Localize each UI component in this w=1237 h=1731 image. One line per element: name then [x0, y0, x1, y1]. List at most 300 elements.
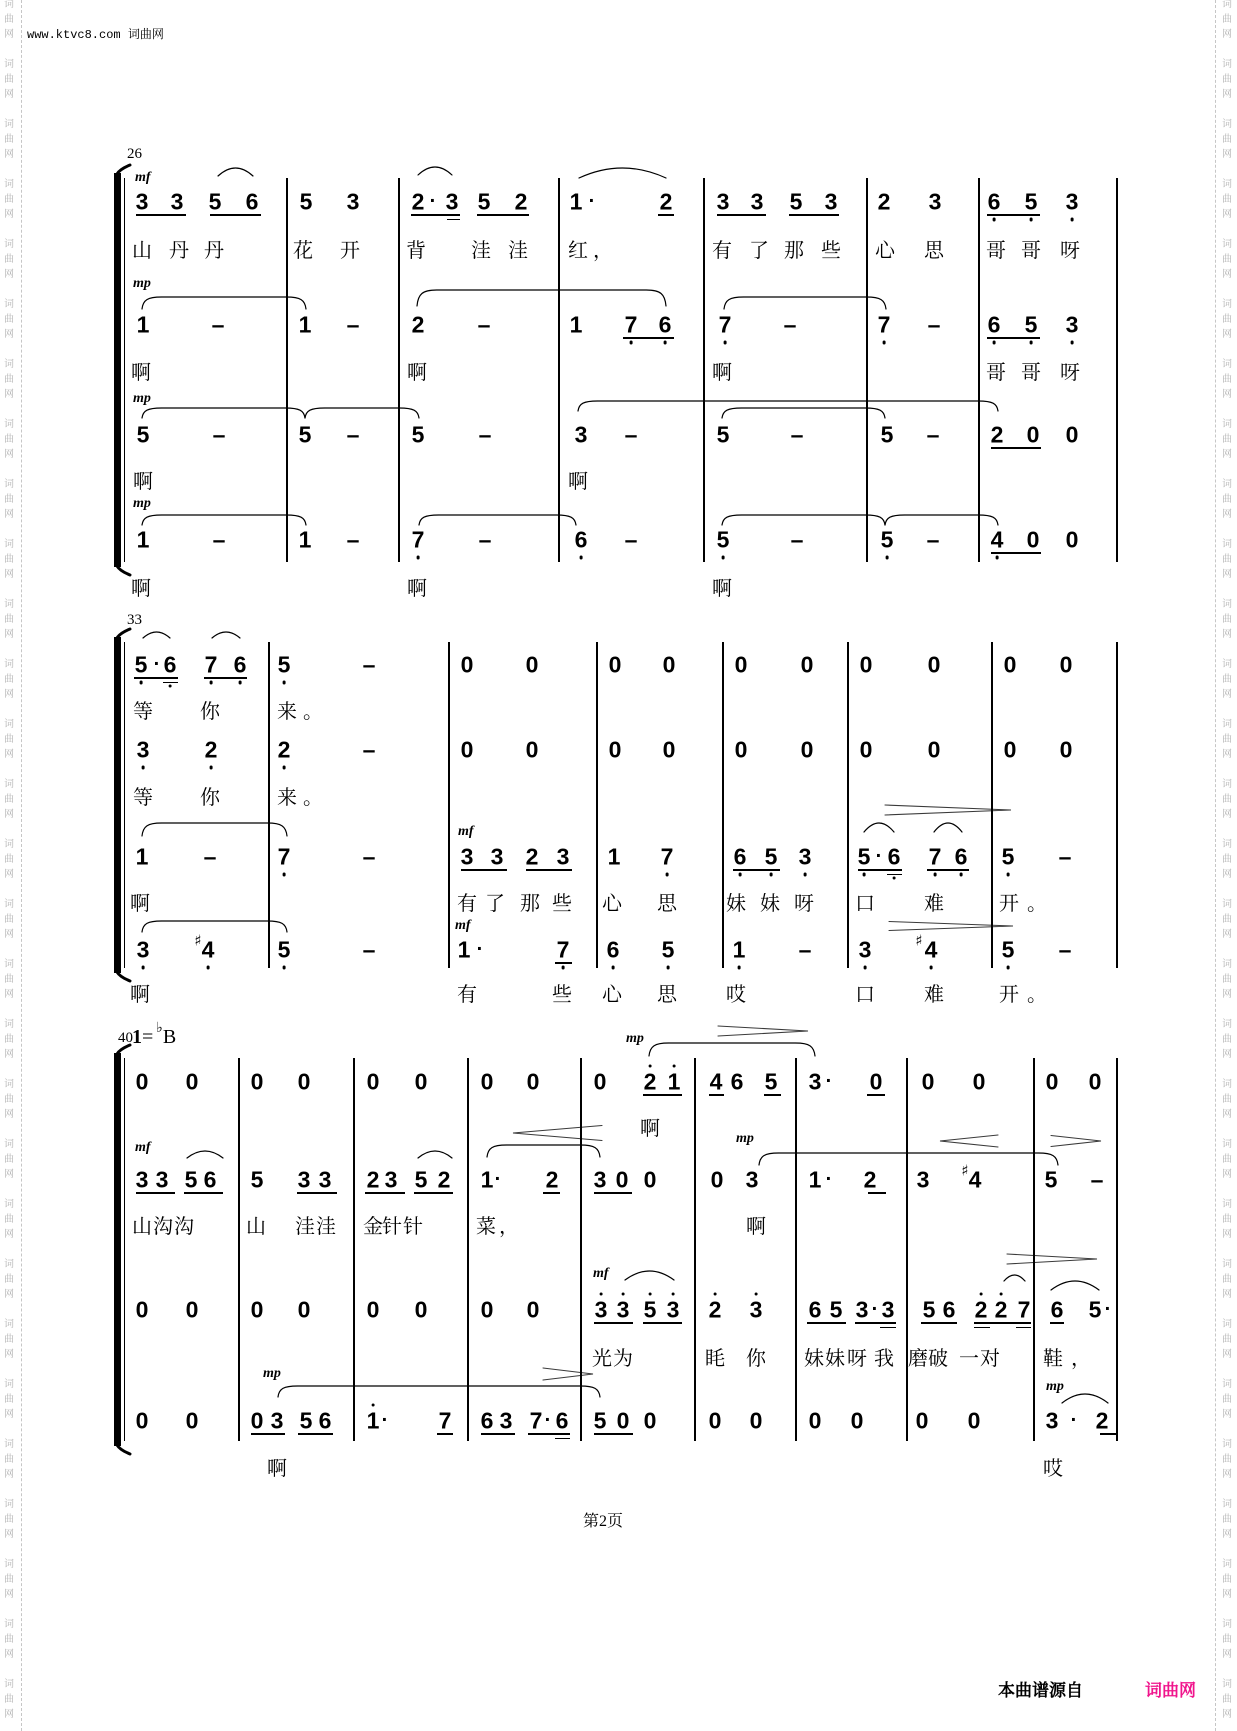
note: 2 [990, 421, 1004, 448]
barline [580, 1058, 581, 1441]
tie [759, 1153, 1058, 1165]
watermark-char: 网 [4, 989, 14, 1000]
sustain-dash: – [1058, 843, 1072, 870]
high-octave-note: 1 [366, 1407, 380, 1434]
note: 5 [298, 421, 312, 448]
watermark-char: 网 [4, 389, 14, 400]
watermark-char: 曲 [1222, 134, 1232, 145]
low-octave-note: 6 [887, 843, 901, 870]
dynamic-mark: mf [593, 1266, 609, 1281]
sustain-dash: – [790, 526, 804, 553]
barline [991, 642, 992, 968]
watermark-char: 词 [1222, 539, 1232, 550]
note: 5 [477, 188, 491, 215]
watermark-char: 词 [1222, 899, 1232, 910]
watermark-char: 词 [4, 779, 14, 790]
barline [268, 642, 269, 968]
watermark-char: 网 [4, 569, 14, 580]
rest: 0 [662, 651, 676, 678]
lyric-char: 花 [293, 238, 313, 262]
lyric-char: 啊 [712, 576, 732, 600]
lyric-char: 啊 [640, 1116, 660, 1140]
rest: 0 [250, 1407, 264, 1434]
lyric-char: 来 [277, 699, 297, 723]
rhythm-underline [477, 214, 529, 216]
note: 3 [855, 1296, 869, 1323]
barline [703, 178, 704, 562]
high-octave-note: 3 [594, 1296, 608, 1323]
rhythm-underline [297, 1192, 337, 1194]
lyric-char: 。 [1027, 891, 1047, 915]
rest: 0 [366, 1296, 380, 1323]
watermark-char: 曲 [1222, 1094, 1232, 1105]
watermark-char: 曲 [1222, 1394, 1232, 1405]
note: 3 [824, 188, 838, 215]
lyric-char: 山 [132, 238, 152, 262]
watermark-char: 曲 [4, 1514, 14, 1525]
rhythm-underline [411, 214, 460, 216]
decrescendo-hairpin [718, 1026, 808, 1036]
note: 5 [136, 421, 150, 448]
watermark-char: 网 [1222, 89, 1232, 100]
sustain-dash: – [926, 421, 940, 448]
watermark-char: 网 [1222, 149, 1232, 160]
watermark-char: 词 [1222, 1679, 1232, 1690]
sustain-dash: – [783, 311, 797, 338]
watermark-char: 曲 [1222, 794, 1232, 805]
watermark-char: 网 [1222, 929, 1232, 940]
watermark-char: 词 [4, 839, 14, 850]
note: 3 [928, 188, 942, 215]
rest: 0 [921, 1068, 935, 1095]
watermark-char: 网 [4, 929, 14, 940]
slur [143, 632, 170, 638]
note: 1 [135, 843, 149, 870]
system-bracket [114, 1053, 121, 1446]
note: 6 [318, 1407, 332, 1434]
rest: 0 [297, 1068, 311, 1095]
slur [187, 1151, 223, 1158]
source-site-name[interactable]: 词曲网 [1145, 1681, 1196, 1701]
barline [1116, 642, 1117, 968]
watermark-char: 词 [1222, 1499, 1232, 1510]
rest: 0 [414, 1068, 428, 1095]
rhythm-underline [974, 1322, 1031, 1324]
rhythm-underline [987, 337, 1040, 339]
lyric-char: 你 [200, 785, 220, 809]
lyric-char: 等 [133, 699, 153, 723]
lyric-char: 呀 [794, 891, 814, 915]
rhythm-underline [927, 869, 969, 871]
rest: 0 [972, 1068, 986, 1095]
watermark-char: 网 [1222, 1289, 1232, 1300]
lyric-char: 啊 [130, 982, 150, 1006]
watermark-char: 词 [4, 1619, 14, 1630]
watermark-char: 曲 [4, 974, 14, 985]
low-octave-note: 7 [411, 526, 425, 553]
note: 2 [525, 843, 539, 870]
flat-sign-icon: ♭ [156, 1020, 163, 1036]
slur [579, 168, 666, 178]
key-note: B [162, 1026, 177, 1048]
note: 5 [411, 421, 425, 448]
note: 3 [1045, 1407, 1059, 1434]
watermark-char: 网 [1222, 1709, 1232, 1720]
tie [278, 1386, 600, 1397]
rest: 0 [135, 1068, 149, 1095]
low-octave-note: 3 [1065, 188, 1079, 215]
watermark-char: 曲 [4, 14, 14, 25]
rhythm-underline [184, 1192, 223, 1194]
note: 3 [346, 188, 360, 215]
lyric-char: 些 [552, 982, 572, 1006]
rhythm-underline [643, 1322, 682, 1324]
rest: 0 [808, 1407, 822, 1434]
watermark-char: 网 [1222, 1349, 1232, 1360]
rest: 0 [250, 1068, 264, 1095]
note: 2 [877, 188, 891, 215]
watermark-char: 词 [1222, 1019, 1232, 1030]
rest: 0 [135, 1407, 149, 1434]
tie [578, 401, 998, 411]
low-octave-note: 7 [624, 311, 638, 338]
watermark-char: 网 [4, 1649, 14, 1660]
lyric-char: 啊 [131, 576, 151, 600]
dynamic-mark: mp [133, 496, 151, 511]
lyric-char: 眊 [705, 1346, 725, 1370]
high-octave-note: 5 [643, 1296, 657, 1323]
sustain-dash: – [1058, 936, 1072, 963]
rhythm-underline [437, 1433, 453, 1435]
high-octave-note: 2 [994, 1296, 1008, 1323]
watermark-char: 网 [1222, 1169, 1232, 1180]
tie [722, 515, 885, 525]
watermark-char: 曲 [1222, 1154, 1232, 1165]
rhythm-underline [210, 214, 261, 216]
rhythm-underline [555, 962, 572, 964]
decrescendo-hairpin [1007, 1254, 1097, 1264]
rest: 0 [185, 1296, 199, 1323]
rest: 0 [1065, 421, 1079, 448]
low-octave-note: 6 [606, 936, 620, 963]
watermark-char: 曲 [4, 1694, 14, 1705]
dynamic-mark: mf [455, 918, 471, 933]
watermark-char: 词 [4, 539, 14, 550]
watermark-char: 词 [4, 1079, 14, 1090]
high-octave-note: 2 [974, 1296, 988, 1323]
watermark-char: 网 [4, 269, 14, 280]
watermark-char: 词 [4, 1139, 14, 1150]
rhythm-underline [136, 214, 186, 216]
rest: 0 [185, 1407, 199, 1434]
low-octave-note: 4 [201, 936, 215, 963]
watermark-char: 词 [4, 599, 14, 610]
sustain-dash: – [927, 311, 941, 338]
watermark-divider [21, 0, 22, 1731]
lyric-char: 鞋 [1043, 1346, 1063, 1370]
rhythm-underline [461, 869, 507, 871]
lyric-char: 那 [520, 891, 540, 915]
high-octave-note: 3 [666, 1296, 680, 1323]
rest: 0 [800, 736, 814, 763]
rest: 0 [869, 1068, 883, 1095]
watermark-char: 词 [1222, 299, 1232, 310]
watermark-char: 网 [4, 809, 14, 820]
lyric-char: 心 [875, 238, 895, 262]
barline [866, 178, 867, 562]
rhythm-underline [526, 869, 572, 871]
watermark-char: 网 [1222, 209, 1232, 220]
note: 4 [968, 1166, 982, 1193]
barline [694, 1058, 695, 1441]
lyric-char: 针 [403, 1214, 423, 1238]
watermark-char: 曲 [1222, 674, 1232, 685]
watermark-char: 曲 [4, 1094, 14, 1105]
watermark-char: 词 [1222, 719, 1232, 730]
rhythm-underline [298, 1433, 333, 1435]
watermark-char: 网 [4, 1169, 14, 1180]
lyric-char: 山 [246, 1214, 266, 1238]
watermark-char: 曲 [4, 194, 14, 205]
sustain-dash: – [477, 311, 491, 338]
watermark-char: 词 [4, 1439, 14, 1450]
lyric-char: 思 [657, 982, 677, 1006]
rest: 0 [460, 651, 474, 678]
watermark-char: 网 [4, 209, 14, 220]
tie [142, 297, 306, 309]
watermark-char: 网 [1222, 1409, 1232, 1420]
watermark-char: 曲 [4, 314, 14, 325]
lyric-char: 啊 [130, 891, 150, 915]
rest: 0 [859, 651, 873, 678]
lyric-char: 洼 [316, 1214, 336, 1238]
lyric-char: 沟 [153, 1214, 173, 1238]
note: 3 [445, 188, 459, 215]
low-octave-note: 1 [732, 936, 746, 963]
sustain-dash: – [346, 526, 360, 553]
watermark-char: 曲 [1222, 14, 1232, 25]
lyric-char: 哥 [986, 238, 1006, 262]
lyric-char: ， [499, 1214, 519, 1238]
lyric-char: 金 [363, 1214, 383, 1238]
note: 5 [922, 1296, 936, 1323]
barline [448, 642, 449, 968]
note: 6 [730, 1068, 744, 1095]
rest: 0 [608, 651, 622, 678]
slur [418, 1151, 452, 1158]
low-octave-note: 5 [661, 936, 675, 963]
rhythm-underline [1050, 1322, 1064, 1324]
watermark-char: 词 [1222, 1379, 1232, 1390]
note: 3 [297, 1166, 311, 1193]
augmentation-dot: · [1104, 1298, 1112, 1321]
lyric-char: 口 [855, 891, 875, 915]
watermark-char: 词 [1222, 959, 1232, 970]
watermark-char: 曲 [4, 1214, 14, 1225]
note: 6 [942, 1296, 956, 1323]
barline [722, 642, 723, 968]
bracket-bottom-curl [117, 972, 130, 981]
low-octave-note: 7 [204, 651, 218, 678]
watermark-char: 网 [4, 1349, 14, 1360]
rest: 0 [414, 1296, 428, 1323]
note: 2 [514, 188, 528, 215]
rhythm-underline [709, 1094, 724, 1096]
tie [142, 823, 287, 836]
barline [1116, 178, 1117, 562]
rhythm-underline [447, 219, 460, 221]
low-octave-note: 4 [924, 936, 938, 963]
lyric-char: 妹 [804, 1346, 824, 1370]
rhythm-underline [789, 214, 839, 216]
watermark-char: 曲 [1222, 494, 1232, 505]
lyric-char: 破 [928, 1346, 948, 1370]
lyric-char: 。 [303, 785, 323, 809]
dynamic-mark: mf [458, 824, 474, 839]
sustain-dash: – [624, 421, 638, 448]
watermark-char: 曲 [4, 134, 14, 145]
tie [417, 290, 666, 306]
note: 3 [155, 1166, 169, 1193]
watermark-char: 曲 [4, 1394, 14, 1405]
watermark-char: 网 [1222, 689, 1232, 700]
watermark-divider [1215, 0, 1216, 1731]
low-octave-note: 5 [277, 936, 291, 963]
low-octave-note: 5 [857, 843, 871, 870]
sustain-dash: – [798, 936, 812, 963]
lyric-char: 你 [200, 699, 220, 723]
rest: 0 [366, 1068, 380, 1095]
watermark-char: 网 [1222, 809, 1232, 820]
barline [596, 642, 597, 968]
rhythm-underline [134, 677, 178, 679]
watermark-char: 词 [4, 899, 14, 910]
watermark-char: 词 [1222, 599, 1232, 610]
note: 3 [499, 1407, 513, 1434]
sustain-dash: – [212, 526, 226, 553]
sustain-dash: – [478, 421, 492, 448]
barline [238, 1058, 239, 1441]
bracket-bottom-curl [117, 566, 130, 575]
low-octave-note: 3 [136, 936, 150, 963]
sharp-sign-icon: ♯ [961, 1161, 969, 1180]
dynamic-mark: mf [135, 1140, 151, 1155]
watermark-char: 曲 [1222, 74, 1232, 85]
rhythm-underline [251, 1433, 285, 1435]
rhythm-underline [868, 1192, 886, 1194]
low-octave-note: 5 [1001, 843, 1015, 870]
low-octave-note: 7 [718, 311, 732, 338]
lyric-char: 开 [999, 982, 1019, 1006]
note: 1 [136, 526, 150, 553]
watermark-char: 网 [4, 329, 14, 340]
low-octave-note: 7 [277, 843, 291, 870]
tie [305, 408, 419, 418]
lyric-char: 为 [613, 1346, 633, 1370]
note: 6 [203, 1166, 217, 1193]
measure-number: 33 [127, 612, 142, 628]
augmentation-dot: · [153, 653, 161, 676]
low-octave-note: 2 [277, 736, 291, 763]
note: 1 [457, 936, 471, 963]
low-octave-note: 3 [798, 843, 812, 870]
note: 2 [411, 311, 425, 338]
slur [212, 632, 240, 638]
lyric-char: 口 [855, 982, 875, 1006]
watermark-char: 曲 [1222, 1454, 1232, 1465]
rhythm-underline [623, 337, 674, 339]
watermark-char: 词 [4, 1499, 14, 1510]
watermark-char: 词 [1222, 0, 1232, 10]
rest: 0 [1059, 736, 1073, 763]
lyric-char: 针 [382, 1214, 402, 1238]
slur [218, 168, 253, 176]
rest: 0 [734, 736, 748, 763]
lyric-char: 那 [784, 238, 804, 262]
watermark-char: 曲 [4, 1034, 14, 1045]
lyric-char: 啊 [746, 1214, 766, 1238]
low-octave-note: 6 [658, 311, 672, 338]
augmentation-dot: · [429, 190, 437, 213]
lyric-char: 。 [303, 699, 323, 723]
note: 7 [438, 1407, 452, 1434]
watermark-char: 曲 [4, 374, 14, 385]
lyric-char: 洼 [295, 1214, 315, 1238]
rest: 0 [708, 1407, 722, 1434]
lyric-char: 思 [657, 891, 677, 915]
sustain-dash: – [203, 843, 217, 870]
tie [885, 515, 998, 525]
rhythm-underline [1100, 1433, 1116, 1435]
watermark-char: 曲 [1222, 1634, 1232, 1645]
note: 5 [250, 1166, 264, 1193]
note: 2 [437, 1166, 451, 1193]
watermark-char: 曲 [1222, 374, 1232, 385]
rest: 0 [480, 1296, 494, 1323]
note: 6 [245, 188, 259, 215]
note: 7 [529, 1407, 543, 1434]
watermark-char: 曲 [4, 554, 14, 565]
watermark-char: 网 [1222, 509, 1232, 520]
watermark-char: 网 [1222, 329, 1232, 340]
note: 1 [298, 311, 312, 338]
lyric-char: 哎 [1043, 1456, 1063, 1480]
system-start-line [124, 642, 125, 968]
lyric-char: 背 [406, 238, 426, 262]
rhythm-underline [365, 1192, 405, 1194]
watermark-char: 曲 [4, 74, 14, 85]
watermark-char: 词 [4, 959, 14, 970]
key-tonic: 1 [132, 1026, 142, 1048]
low-octave-note: 7 [660, 843, 674, 870]
lyric-char: 洼 [508, 238, 528, 262]
watermark-char: 网 [1222, 989, 1232, 1000]
lyric-char: 了 [749, 238, 769, 262]
lyric-char: 菜 [476, 1214, 496, 1238]
tie [722, 408, 885, 418]
tie [487, 1145, 600, 1157]
note: 1 [298, 526, 312, 553]
sustain-dash: – [362, 736, 376, 763]
low-octave-note: 4 [990, 526, 1004, 553]
barline [286, 178, 287, 562]
augmentation-dot: · [544, 1409, 552, 1432]
note: 5 [593, 1407, 607, 1434]
watermark-char: 网 [1222, 1469, 1232, 1480]
watermark-char: 网 [1222, 1049, 1232, 1060]
low-octave-note: 6 [233, 651, 247, 678]
watermark-char: 曲 [1222, 254, 1232, 265]
